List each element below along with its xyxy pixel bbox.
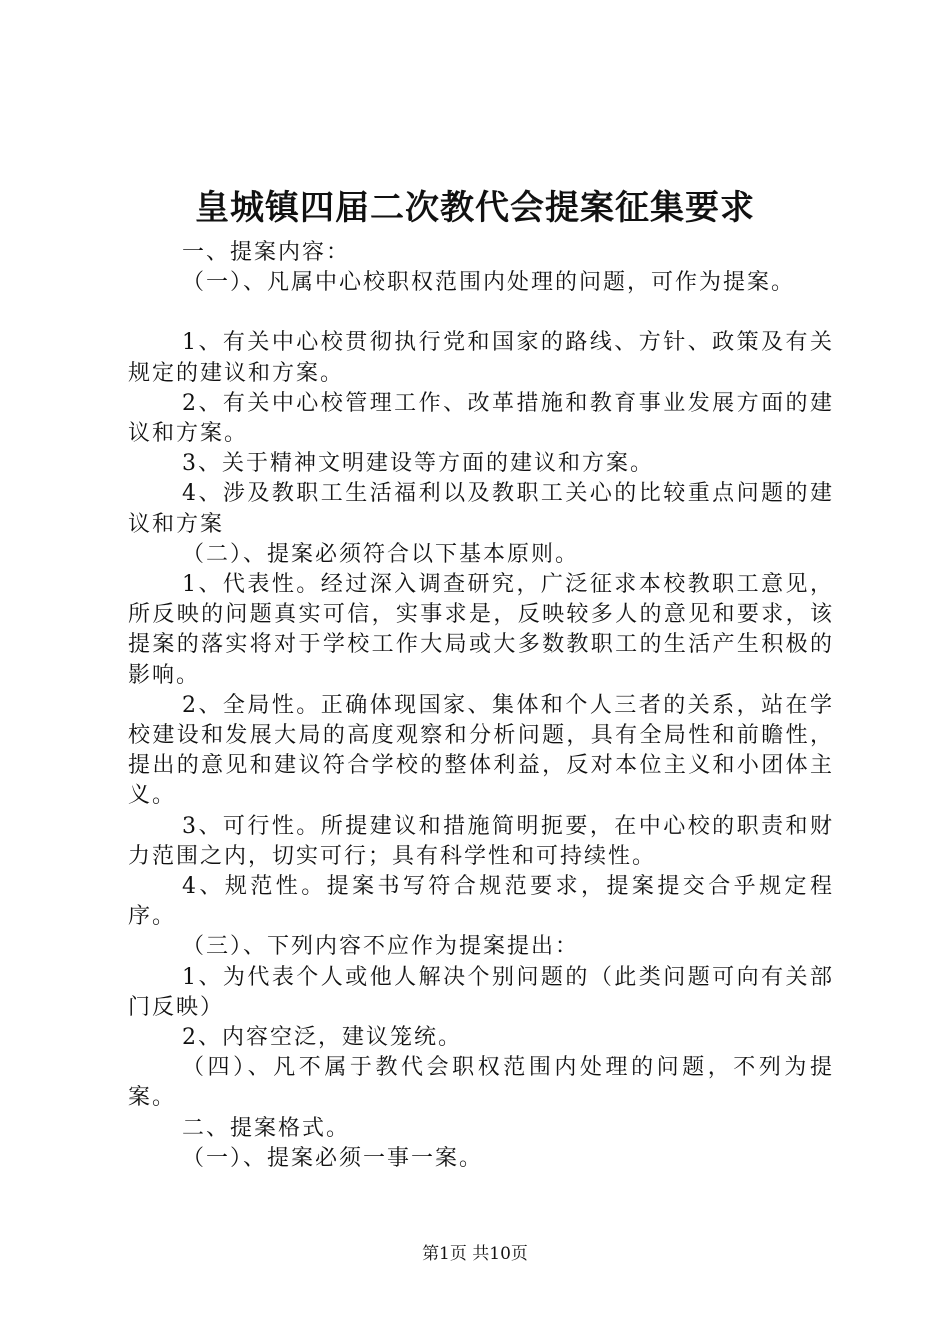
paragraph-item: 1、有关中心校贯彻执行党和国家的路线、方针、政策及有关规定的建议和方案。 (128, 330, 834, 386)
paragraph-item: 3、可行性。所提建议和措施简明扼要，在中心校的职责和财力范围之内，切实可行；具有科学性和可持续性。 (128, 813, 834, 869)
paragraph-item: 1、为代表个人或他人解决个别问题的（此类问题可向有关部门反映） (128, 964, 834, 1020)
section-heading-format: 二、提案格式。 (182, 1115, 351, 1141)
document-title: 皇城镇四届二次教代会提案征集要求 (195, 188, 755, 228)
subsection-heading-2: （二）、提案必须符合以下基本原则。 (182, 541, 580, 567)
subsection-heading-5: （一）、提案必须一事一案。 (182, 1145, 484, 1171)
paragraph-item: 2、全局性。正确体现国家、集体和个人三者的关系，站在学校建设和发展大局的高度观察和分析问题，具有全局性和前瞻性，提出的意见和建议符合学校的整体利益，反对本位主义和小团体主义。 (128, 692, 834, 809)
paragraph-item: 4、规范性。提案书写符合规范要求，提案提交合乎规定程序。 (128, 874, 834, 930)
paragraph-item: 1、代表性。经过深入调查研究，广泛征求本校教职工意见，所反映的问题真实可信，实事求是，反映较多人的意见和要求，该提案的落实将对于学校工作大局或大多数教职工的生活产生积极的影响。 (128, 572, 834, 688)
document-body (128, 238, 834, 1174)
paragraph-item: 2、内容空泛，建议笼统。 (182, 1025, 462, 1051)
section-heading-content: 一、提案内容： (182, 240, 351, 265)
subsection-heading-1: （一）、凡属中心校职权范围内处理的问题，可作为提案。 (182, 270, 796, 296)
page-footer: 第1页 共10页 (422, 1244, 528, 1264)
paragraph-gap (128, 298, 834, 328)
paragraph-item: 4、涉及教职工生活福利以及教职工关心的比较重点问题的建议和方案 (128, 481, 834, 537)
subsection-heading-3: （三）、下列内容不应作为提案提出： (182, 934, 580, 960)
paragraph-item: 3、关于精神文明建设等方面的建议和方案。 (182, 451, 654, 477)
subsection-heading-4: （四）、凡不属于教代会职权范围内处理的问题，不列为提案。 (128, 1055, 834, 1111)
paragraph-item: 2、有关中心校管理工作、改革措施和教育事业发展方面的建议和方案。 (128, 390, 834, 447)
